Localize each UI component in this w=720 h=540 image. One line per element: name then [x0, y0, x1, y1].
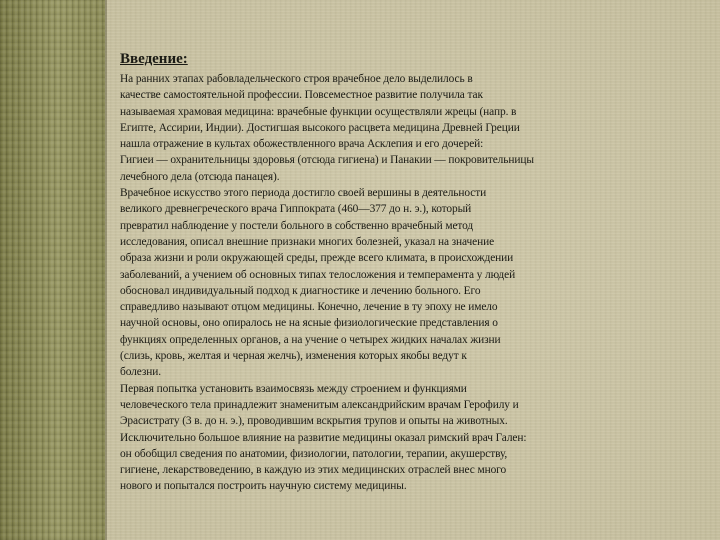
slide-title: Введение: [120, 51, 188, 67]
text-line: гигиене, лекарствоведению, в каждую из этих медицинских отраслей внес много [120, 464, 507, 477]
text-line: функциях определенных органов, а на учение о четырех жидких началах жизни [120, 333, 501, 346]
text-line: великого древнегреческого врача Гиппократа (460—377 до н. э.), который [120, 203, 472, 216]
text-line: Эрасистрату (3 в. до н. э.), проводившим вскрытия трупов и опыты на животных. [120, 415, 508, 428]
text-line: качестве самостоятельной профессии. Повсеместное развитие получила так [120, 89, 483, 102]
text-line: Египте, Ассирии, Индии). Достигшая высокого расцвета медицина Древней Греции [120, 121, 520, 134]
text-line: заболеваний, а учением об основных типах телосложения и темперамента у людей [120, 268, 516, 281]
text-line: (слизь, кровь, желтая и черная желчь), изменения которых якобы ведут к [120, 350, 467, 363]
body-text [120, 71, 712, 495]
text-line: лечебного дела (отсюда панацея). [120, 170, 280, 183]
text-line: нашла отражение в культах обожествленного врача Асклепия и его дочерей: [120, 138, 484, 151]
text-line: Первая попытка установить взаимосвязь между строением и функциями [120, 382, 467, 395]
text-line: Врачебное искусство этого периода достигло своей вершины в деятельности [120, 187, 487, 200]
text-line: Исключительно большое влияние на развитие медицины оказал римский врач Гален: [120, 431, 527, 444]
slide-content [120, 50, 712, 495]
text-line: На ранних этапах рабовладельческого строя врачебное дело выделилось в [120, 73, 473, 85]
text-line: обосновал индивидуальный подход к диагностике и лечению больного. Его [120, 284, 481, 297]
text-line: научной основы, оно опиралось не на ясные физиологические представления о [120, 317, 498, 330]
text-line: называемая храмовая медицина: врачебные функции осуществляли жрецы (напр. в [120, 105, 517, 118]
text-line: болезни. [120, 366, 161, 379]
text-line: нового и попытался построить научную систему медицины. [120, 480, 407, 493]
text-line: образа жизни и роли окружающей среды, прежде всего климата, в происхождении [120, 252, 514, 265]
text-line: Гигиеи — охранительницы здоровья (отсюда гигиена) и Панакии — покровительницы [120, 154, 534, 167]
text-line: он обобщил сведения по анатомии, физиологии, патологии, терапии, акушерству, [120, 447, 508, 460]
text-line: исследования, описал внешние признаки многих болезней, указал на значение [120, 235, 495, 248]
text-line: справедливо называют отцом медицины. Конечно, лечение в ту эпоху не имело [120, 301, 498, 314]
text-line: человеческого тела принадлежит знаменитым александрийским врачам Герофилу и [120, 398, 519, 411]
text-line: превратил наблюдение у постели больного в собственно врачебный метод [120, 219, 474, 232]
decorative-border-strip [0, 0, 105, 540]
